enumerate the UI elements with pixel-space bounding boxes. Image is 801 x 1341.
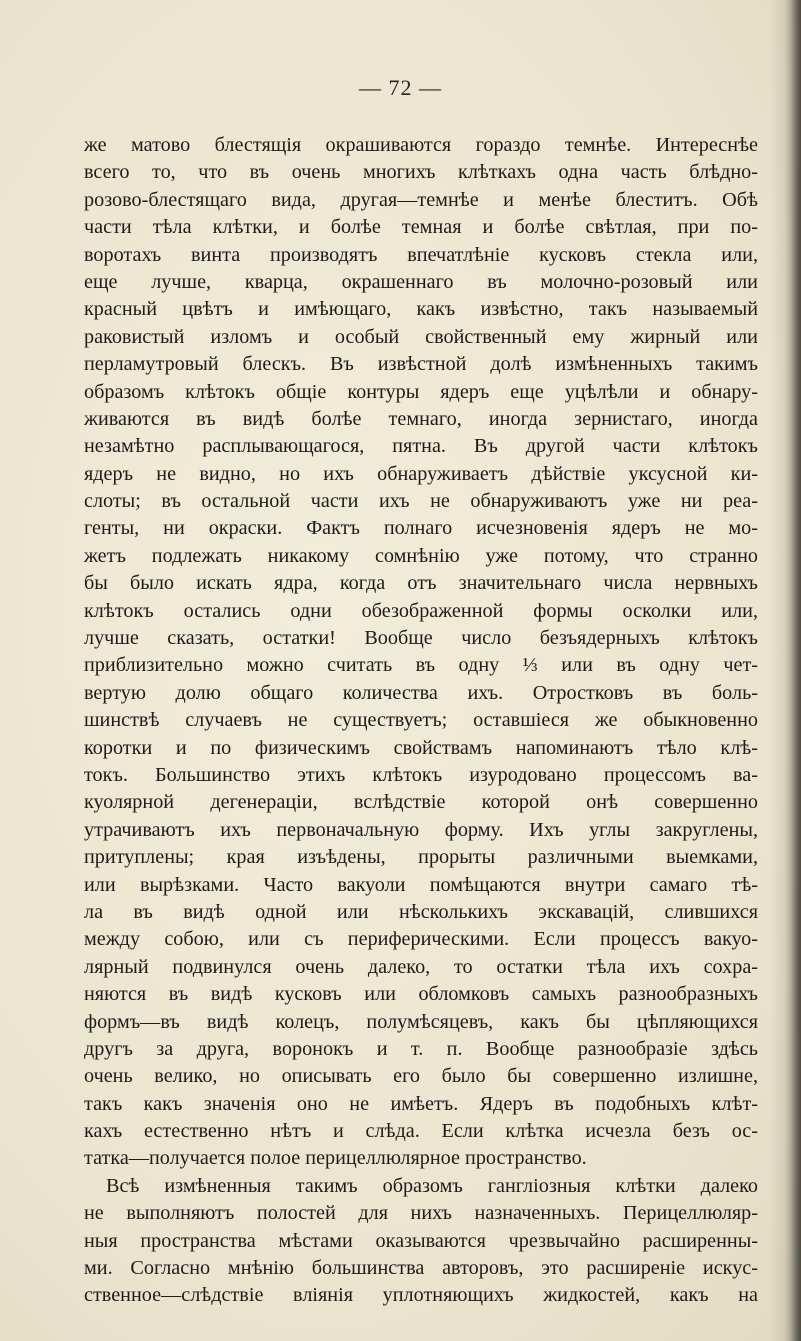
- text-line: воротахъ винта производятъ впечатлѣніе кусковъ стекла или,: [84, 243, 758, 266]
- text-line: притуплены; края изъѣдены, прорыты различными выемками,: [84, 846, 758, 869]
- text-line: между собою, или съ периферическими. Если процессъ вакуо-: [84, 928, 758, 951]
- text-line: всего то, что въ очень многихъ клѣткахъ одна часть блѣдно-: [84, 161, 758, 184]
- text-line: генты, ни окраски. Фактъ полнаго исчезновенія ядеръ не мо-: [84, 517, 758, 540]
- text-line: же матово блестящія окрашиваются гораздо темнѣе. Интереснѣе: [84, 134, 758, 156]
- text-line: части тѣла клѣтки, и болѣе темная и болѣе свѣтлая, при по-: [84, 216, 758, 239]
- text-line: лярный подвинулся очень далеко, то остатки тѣла ихъ сохра-: [84, 955, 758, 978]
- text-line: еще лучше, кварца, окрашеннаго въ молочно-розовый или: [84, 270, 758, 293]
- text-line: ственное—слѣдствіе вліянія уплотняющихъ жидкостей, какъ на: [84, 1284, 758, 1307]
- text-line: вертую долю общаго количества ихъ. Отростковъ въ боль-: [84, 681, 758, 704]
- text-line: няются въ видѣ кусковъ или обломковъ самыхъ разнообразныхъ: [84, 983, 758, 1006]
- text-line: раковистый изломъ и особый свойственный ему жирный или: [84, 325, 758, 348]
- text-line: очень велико, но описывать его было бы совершенно излишне,: [84, 1065, 758, 1088]
- text-line: незамѣтно расплывающагося, пятна. Въ другой части клѣтокъ: [84, 435, 758, 458]
- text-line: красный цвѣтъ и имѣющаго, какъ извѣстно, такъ называемый: [84, 298, 758, 321]
- text-line: розово-блестящаго вида, другая—темнѣе и менѣе блеститъ. Обѣ: [84, 188, 758, 211]
- text-line: формъ—въ видѣ колецъ, полумѣсяцевъ, какъ бы цѣпляющихся: [84, 1010, 758, 1033]
- text-line: не выполняютъ полостей для нихъ назначенныхъ. Перицеллюляр-: [84, 1202, 758, 1225]
- text-line: татка—получается полое перицеллюлярное пространство.: [84, 1147, 587, 1170]
- text-line: такъ какъ значенія оно не имѣетъ. Ядеръ въ подобныхъ клѣт-: [84, 1092, 758, 1115]
- text-line: приблизительно можно считать въ одну ⅓ или въ одну чет-: [84, 654, 758, 677]
- text-line: клѣтокъ остались одни обезображенной формы осколки или,: [84, 599, 758, 622]
- text-line: Всѣ измѣненныя такимъ образомъ гангліозныя клѣтки далеко: [106, 1174, 758, 1197]
- body-text: [84, 132, 758, 1310]
- text-line: куолярной дегенераціи, вслѣдствіе которой онѣ совершенно: [84, 791, 758, 814]
- text-line: утрачиваютъ ихъ первоначальную форму. Ихъ углы закруглены,: [84, 818, 758, 841]
- text-line: ми. Согласно мнѣнію большинства авторовъ, это расширеніе искус-: [84, 1257, 758, 1280]
- text-line: лучше сказать, остатки! Вообще число безъядерныхъ клѣтокъ: [84, 627, 758, 650]
- text-line: жетъ подлежать никакому сомнѣнію уже потому, что странно: [84, 544, 758, 567]
- text-line: другъ за друга, воронокъ и т. п. Вообще разнообразіе здѣсь: [84, 1037, 758, 1060]
- text-line: коротки и по физическимъ свойствамъ напоминаютъ тѣло клѣ-: [84, 736, 758, 759]
- page-number: — 72 —: [359, 75, 442, 100]
- page-edge-shadow: [791, 0, 801, 1341]
- text-line: образомъ клѣтокъ общіе контуры ядеръ еще уцѣлѣли и обнару-: [84, 380, 758, 403]
- text-line: перламутровый блескъ. Въ извѣстной долѣ измѣненныхъ такимъ: [84, 353, 758, 376]
- text-line: кахъ естественно нѣтъ и слѣда. Если клѣтка исчезла безъ ос-: [84, 1120, 758, 1143]
- text-line: живаются въ видѣ болѣе темнаго, иногда зернистаго, иногда: [84, 407, 758, 430]
- text-line: или вырѣзками. Часто вакуоли помѣщаются внутри самаго тѣ-: [84, 873, 758, 896]
- text-line: слоты; въ остальной части ихъ не обнаруживаютъ уже ни реа-: [84, 490, 758, 513]
- text-line: ныя пространства мѣстами оказываются чрезвычайно расширенны-: [84, 1229, 758, 1252]
- text-line: токъ. Большинство этихъ клѣтокъ изуродовано процессомъ ва-: [84, 763, 758, 786]
- text-line: бы было искать ядра, когда отъ значительнаго числа нервныхъ: [84, 572, 758, 595]
- text-line: ла въ видѣ одной или нѣсколькихъ экскавацій, слившихся: [84, 900, 758, 923]
- text-line: ядеръ не видно, но ихъ обнаруживаетъ дѣйствіе уксусной ки-: [84, 462, 758, 485]
- text-line: шинствѣ случаевъ не существуетъ; оставшіеся же обыкновенно: [84, 709, 758, 732]
